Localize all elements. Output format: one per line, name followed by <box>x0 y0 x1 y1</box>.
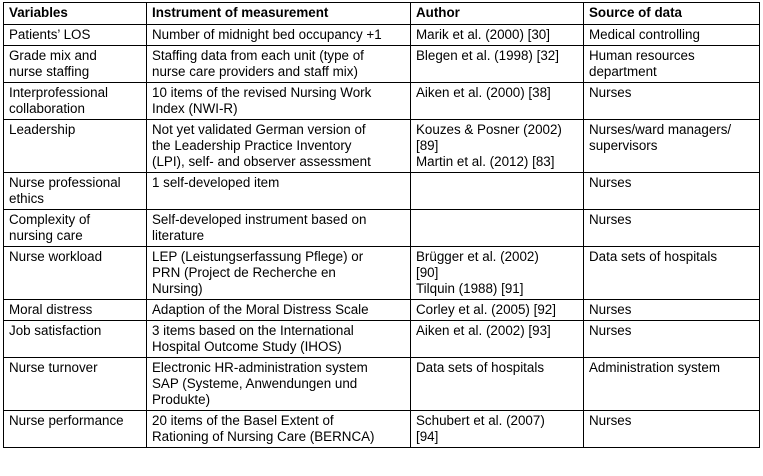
instrument-cell-line: PRN (Project de Recherche en <box>152 265 336 280</box>
source-cell-line: Nurses <box>589 413 632 428</box>
source-cell-line: Nurses <box>589 85 632 100</box>
table-header <box>4 3 760 25</box>
source-cell-line: Administration system <box>589 360 720 375</box>
variable-cell-line: Nurse turnover <box>9 360 98 375</box>
instrument-cell <box>147 120 411 173</box>
instrument-cell-line: the Leadership Practice Inventory <box>152 138 352 153</box>
source-cell <box>584 120 760 173</box>
instrument-cell-line: 1 self-developed item <box>152 175 280 190</box>
instrument-cell <box>147 46 411 83</box>
source-cell <box>584 83 760 120</box>
table-row <box>4 25 760 46</box>
instrument-cell-line: SAP (Systeme, Anwendungen und <box>152 376 358 391</box>
source-cell-line: Nurses <box>589 323 632 338</box>
variable-cell-line: Leadership <box>9 122 76 137</box>
header-row <box>4 3 760 25</box>
variable-cell-line: ethics <box>9 191 44 206</box>
author-cell-line: Tilquin (1988) [91] <box>416 281 524 296</box>
source-cell <box>584 358 760 411</box>
author-cell <box>411 83 584 120</box>
author-cell-line: [89] <box>416 138 439 153</box>
author-cell <box>411 46 584 83</box>
author-cell-line: Data sets of hospitals <box>416 360 545 375</box>
source-cell-line: supervisors <box>589 138 658 153</box>
author-cell-line: [94] <box>416 429 439 444</box>
variable-cell <box>4 411 147 448</box>
variable-cell-line: Grade mix and <box>9 48 97 63</box>
source-cell-line: Data sets of hospitals <box>589 249 718 264</box>
instrument-cell-line: Produkte) <box>152 392 211 407</box>
table-row <box>4 247 760 300</box>
author-cell-line: Aiken et al. (2002) [93] <box>416 323 551 338</box>
variable-cell <box>4 83 147 120</box>
source-cell-line: Nurses <box>589 302 632 317</box>
variable-cell-line: Nurse performance <box>9 413 124 428</box>
author-cell-line: Schubert et al. (2007) <box>416 413 545 428</box>
source-cell-line: Medical controlling <box>589 27 700 42</box>
instrument-cell-line: Staffing data from each unit (type of <box>152 48 364 63</box>
instrument-cell <box>147 358 411 411</box>
source-cell-line: Human resources <box>589 48 695 63</box>
author-cell <box>411 321 584 358</box>
source-cell <box>584 321 760 358</box>
variable-cell <box>4 247 147 300</box>
source-cell <box>584 46 760 83</box>
table-row <box>4 321 760 358</box>
header-author: Author <box>411 3 584 25</box>
variable-cell <box>4 173 147 210</box>
author-cell-line: Marik et al. (2000) [30] <box>416 27 550 42</box>
variable-cell <box>4 120 147 173</box>
source-cell <box>584 210 760 247</box>
author-cell-line: Corley et al. (2005) [92] <box>416 302 556 317</box>
instrument-cell-line: 20 items of the Basel Extent of <box>152 413 334 428</box>
author-cell <box>411 25 584 46</box>
author-cell-line: Kouzes & Posner (2002) <box>416 122 562 137</box>
source-cell <box>584 300 760 321</box>
instrument-cell-line: 3 items based on the International <box>152 323 354 338</box>
author-cell <box>411 411 584 448</box>
instrument-cell <box>147 247 411 300</box>
instrument-cell <box>147 25 411 46</box>
author-cell <box>411 210 584 247</box>
author-cell <box>411 173 584 210</box>
variable-cell-line: collaboration <box>9 101 85 116</box>
instrument-cell <box>147 83 411 120</box>
source-cell <box>584 247 760 300</box>
source-cell-line: department <box>589 64 657 79</box>
variable-cell-line: Job satisfaction <box>9 323 102 338</box>
instrument-cell-line: Hospital Outcome Study (IHOS) <box>152 339 342 354</box>
variable-cell <box>4 321 147 358</box>
instrument-cell-line: Number of midnight bed occupancy +1 <box>152 27 382 42</box>
instrument-cell <box>147 300 411 321</box>
table-row <box>4 173 760 210</box>
table-row <box>4 120 760 173</box>
header-source: Source of data <box>584 3 760 25</box>
instrument-cell-line: Index (NWI-R) <box>152 101 238 116</box>
table-row <box>4 210 760 247</box>
variable-cell-line: Complexity of <box>9 212 91 227</box>
source-cell <box>584 411 760 448</box>
variable-cell-line: Nurse workload <box>9 249 103 264</box>
instrument-cell-line: Not yet validated German version of <box>152 122 366 137</box>
table-row <box>4 46 760 83</box>
instrument-cell-line: Self-developed instrument based on <box>152 212 367 227</box>
header-instrument: Instrument of measurement <box>147 3 411 25</box>
variable-cell-line: Interprofessional <box>9 85 108 100</box>
instrument-cell-line: Nursing) <box>152 281 203 296</box>
instrument-cell <box>147 321 411 358</box>
instrument-cell <box>147 411 411 448</box>
table-row <box>4 300 760 321</box>
instrument-cell-line: LEP (Leistungserfassung Pflege) or <box>152 249 364 264</box>
instrument-cell <box>147 210 411 247</box>
variable-cell <box>4 25 147 46</box>
source-cell-line: Nurses <box>589 212 632 227</box>
variable-cell <box>4 358 147 411</box>
table-body <box>4 25 760 448</box>
instrument-cell-line: nurse care providers and staff mix) <box>152 64 358 79</box>
variable-cell-line: nursing care <box>9 228 83 243</box>
table-row <box>4 411 760 448</box>
author-cell-line: Martin et al. (2012) [83] <box>416 154 555 169</box>
instrument-cell-line: literature <box>152 228 205 243</box>
variable-cell <box>4 210 147 247</box>
author-cell-line: [90] <box>416 265 439 280</box>
variable-cell-line: Moral distress <box>9 302 93 317</box>
author-cell-line: Blegen et al. (1998) [32] <box>416 48 559 63</box>
variable-cell <box>4 46 147 83</box>
instrument-cell-line: Adaption of the Moral Distress Scale <box>152 302 369 317</box>
source-cell-line: Nurses/ward managers/ <box>589 122 732 137</box>
instrument-cell <box>147 173 411 210</box>
source-cell-line: Nurses <box>589 175 632 190</box>
instrument-cell-line: Electronic HR-administration system <box>152 360 368 375</box>
header-variables: Variables <box>4 3 147 25</box>
source-cell <box>584 25 760 46</box>
author-cell <box>411 300 584 321</box>
author-cell-line: Aiken et al. (2000) [38] <box>416 85 551 100</box>
variable-cell-line: Patients’ LOS <box>9 27 91 42</box>
source-cell <box>584 173 760 210</box>
variable-cell-line: nurse staffing <box>9 64 90 79</box>
variable-cell-line: Nurse professional <box>9 175 121 190</box>
instrument-cell-line: (LPI), self- and observer assessment <box>152 154 371 169</box>
variable-cell <box>4 300 147 321</box>
instrument-cell-line: Rationing of Nursing Care (BERNCA) <box>152 429 375 444</box>
table-row <box>4 358 760 411</box>
instrument-cell-line: 10 items of the revised Nursing Work <box>152 85 372 100</box>
author-cell-line: Brügger et al. (2002) <box>416 249 539 264</box>
author-cell <box>411 358 584 411</box>
table-row <box>4 83 760 120</box>
measurement-instruments-table <box>3 2 760 448</box>
author-cell <box>411 120 584 173</box>
author-cell <box>411 247 584 300</box>
